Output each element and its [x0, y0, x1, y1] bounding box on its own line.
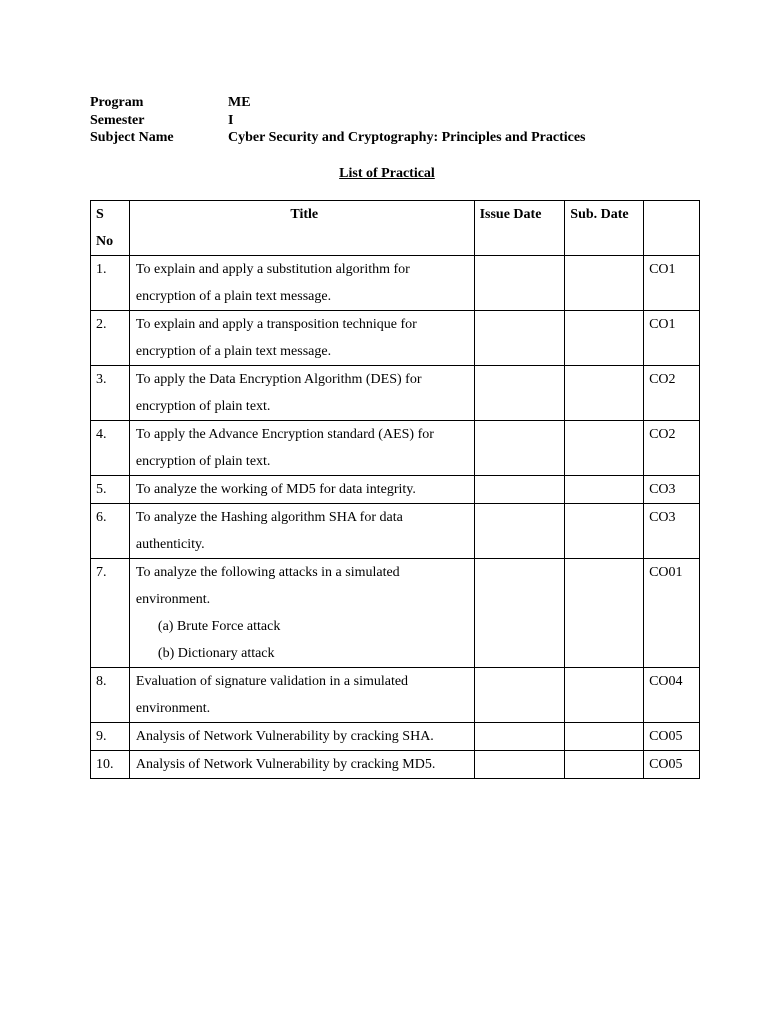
row-sub-item: (b) Dictionary attack — [157, 646, 275, 661]
table-row — [91, 311, 700, 366]
semester-row — [90, 112, 586, 130]
subject-row — [90, 129, 586, 147]
row-co: CO05 — [644, 723, 700, 751]
row-title-line: To analyze the working of MD5 for data integrity. — [135, 482, 416, 497]
subject-label: Subject Name — [90, 130, 174, 145]
row-title — [129, 668, 474, 723]
row-title-line: To analyze the Hashing algorithm SHA for data — [135, 510, 403, 525]
program-label: Program — [90, 95, 144, 110]
semester-value: I — [228, 112, 234, 128]
row-sub-date — [565, 421, 644, 476]
row-title-line: Evaluation of signature validation in a simulated — [135, 674, 409, 689]
row-issue-date — [474, 311, 565, 366]
row-sno: 10. — [91, 751, 130, 779]
row-co: CO05 — [644, 751, 700, 779]
row-co: CO04 — [644, 668, 700, 723]
row-title-line: encryption of plain text. — [135, 454, 271, 469]
semester-label: Semester — [90, 112, 145, 128]
subject-value: Cyber Security and Cryptography: Principles and Practices — [228, 130, 586, 145]
row-sub-date — [565, 256, 644, 311]
table-body — [91, 256, 700, 779]
row-sno: 8. — [91, 668, 130, 723]
table-header-row — [91, 201, 700, 256]
row-sub-date — [565, 559, 644, 668]
practical-table — [90, 200, 700, 779]
header-title: Title — [129, 201, 474, 256]
row-title — [129, 723, 474, 751]
row-co: CO1 — [644, 311, 700, 366]
header-co — [644, 201, 700, 256]
row-issue-date — [474, 668, 565, 723]
table-row — [91, 668, 700, 723]
row-sub-date — [565, 751, 644, 779]
row-issue-date — [474, 751, 565, 779]
row-co: CO01 — [644, 559, 700, 668]
row-title — [129, 476, 474, 504]
program-value: ME — [228, 95, 251, 110]
row-title — [129, 421, 474, 476]
list-title-text: List of Practical — [339, 166, 435, 181]
row-co: CO1 — [644, 256, 700, 311]
row-sno: 3. — [91, 366, 130, 421]
row-title-line: environment. — [135, 592, 211, 607]
row-title — [129, 366, 474, 421]
row-title-line: encryption of plain text. — [135, 399, 271, 414]
header-sno-line2: No — [96, 234, 114, 249]
row-issue-date — [474, 421, 565, 476]
table-row — [91, 559, 700, 668]
row-issue-date — [474, 559, 565, 668]
table-row — [91, 723, 700, 751]
row-co: CO2 — [644, 366, 700, 421]
row-sub-date — [565, 476, 644, 504]
row-sno: 1. — [91, 256, 130, 311]
row-sno: 4. — [91, 421, 130, 476]
list-title — [0, 166, 768, 182]
table-row — [91, 256, 700, 311]
header-sno-line1: S — [96, 207, 104, 222]
row-title — [129, 751, 474, 779]
row-title-line: authenticity. — [135, 537, 205, 552]
table-row — [91, 476, 700, 504]
row-sno: 2. — [91, 311, 130, 366]
program-row — [90, 94, 586, 112]
header-sno — [91, 201, 130, 256]
document-header — [90, 94, 586, 147]
row-issue-date — [474, 723, 565, 751]
row-title-line: To analyze the following attacks in a simulated — [135, 565, 400, 580]
row-title-line: To explain and apply a transposition technique for — [135, 317, 417, 332]
row-sno: 7. — [91, 559, 130, 668]
row-title — [129, 504, 474, 559]
row-title-line: encryption of a plain text message. — [135, 344, 332, 359]
row-issue-date — [474, 504, 565, 559]
row-co: CO3 — [644, 504, 700, 559]
row-title-line: Analysis of Network Vulnerability by cracking SHA. — [135, 729, 434, 744]
row-sno: 6. — [91, 504, 130, 559]
table-row — [91, 366, 700, 421]
header-sub-date: Sub. Date — [565, 201, 644, 256]
row-title — [129, 559, 474, 668]
row-issue-date — [474, 256, 565, 311]
table-row — [91, 504, 700, 559]
row-title-line: Analysis of Network Vulnerability by cracking MD5. — [135, 757, 436, 772]
row-sno: 5. — [91, 476, 130, 504]
row-issue-date — [474, 476, 565, 504]
row-sub-date — [565, 504, 644, 559]
row-title-line: To apply the Advance Encryption standard (AES) for — [135, 427, 434, 442]
row-title-line: To explain and apply a substitution algorithm for — [135, 262, 410, 277]
row-title-line: encryption of a plain text message. — [135, 289, 332, 304]
row-title — [129, 256, 474, 311]
table-row — [91, 751, 700, 779]
row-sub-date — [565, 668, 644, 723]
row-sno: 9. — [91, 723, 130, 751]
row-sub-date — [565, 311, 644, 366]
row-sub-date — [565, 723, 644, 751]
row-co: CO2 — [644, 421, 700, 476]
row-co: CO3 — [644, 476, 700, 504]
row-sub-date — [565, 366, 644, 421]
row-title-line: environment. — [135, 701, 211, 716]
row-title — [129, 311, 474, 366]
header-issue-date: Issue Date — [474, 201, 565, 256]
table-row — [91, 421, 700, 476]
row-title-line: To apply the Data Encryption Algorithm (DES) for — [135, 372, 422, 387]
row-sub-item: (a) Brute Force attack — [157, 619, 281, 634]
row-issue-date — [474, 366, 565, 421]
